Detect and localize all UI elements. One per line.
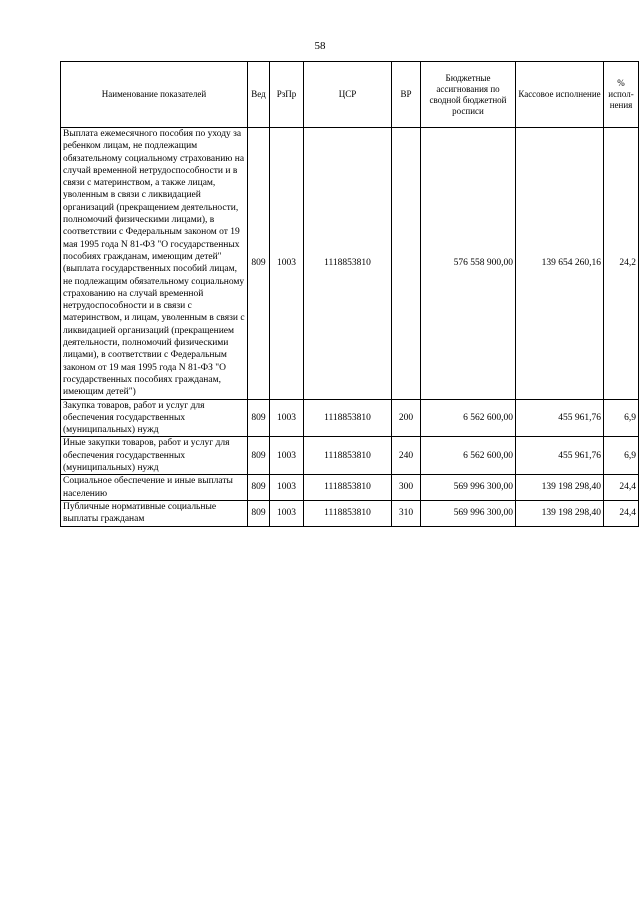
row-ved: 809 (248, 128, 270, 400)
row-percent: 24,2 (604, 128, 639, 400)
row-percent: 24,4 (604, 475, 639, 501)
row-percent: 6,9 (604, 437, 639, 475)
row-cash: 139 654 260,16 (516, 128, 604, 400)
row-rzpr: 1003 (270, 437, 304, 475)
row-csr: 1118853810 (304, 500, 392, 526)
row-percent: 24,4 (604, 500, 639, 526)
table-row (61, 475, 639, 501)
header-rzpr: РзПр (270, 62, 304, 128)
row-budget: 576 558 900,00 (421, 128, 516, 400)
budget-execution-table (60, 61, 639, 527)
row-vr: 240 (392, 437, 421, 475)
header-vr: ВР (392, 62, 421, 128)
row-name: Закупка товаров, работ и услуг для обеспечения государственных (муниципальных) нужд (61, 399, 248, 437)
header-cash: Кассовое исполнение (516, 62, 604, 128)
row-vr: 300 (392, 475, 421, 501)
header-name: Наименование показателей (61, 62, 248, 128)
row-budget: 569 996 300,00 (421, 475, 516, 501)
row-name: Публичные нормативные социальные выплаты гражданам (61, 500, 248, 526)
row-rzpr: 1003 (270, 500, 304, 526)
header-ved: Вед (248, 62, 270, 128)
row-cash: 455 961,76 (516, 437, 604, 475)
row-name: Иные закупки товаров, работ и услуг для обеспечения государственных (муниципальных) нужд (61, 437, 248, 475)
row-cash: 139 198 298,40 (516, 500, 604, 526)
table-row (61, 399, 639, 437)
row-csr: 1118853810 (304, 437, 392, 475)
row-csr: 1118853810 (304, 128, 392, 400)
row-vr: 200 (392, 399, 421, 437)
row-vr: 310 (392, 500, 421, 526)
row-ved: 809 (248, 399, 270, 437)
row-budget: 6 562 600,00 (421, 399, 516, 437)
row-ved: 809 (248, 437, 270, 475)
page-number: 58 (314, 40, 326, 52)
row-rzpr: 1003 (270, 128, 304, 400)
table-row (61, 437, 639, 475)
row-budget: 569 996 300,00 (421, 500, 516, 526)
row-cash: 139 198 298,40 (516, 475, 604, 501)
row-csr: 1118853810 (304, 475, 392, 501)
row-vr (392, 128, 421, 400)
row-csr: 1118853810 (304, 399, 392, 437)
header-percent: % испол-нения (604, 62, 639, 128)
row-ved: 809 (248, 475, 270, 501)
row-percent: 6,9 (604, 399, 639, 437)
row-cash: 455 961,76 (516, 399, 604, 437)
row-rzpr: 1003 (270, 399, 304, 437)
header-budget: Бюджетные ассигнования по сводной бюджетной росписи (421, 62, 516, 128)
header-csr: ЦСР (304, 62, 392, 128)
table-row (61, 500, 639, 526)
table-header-row (61, 62, 639, 128)
row-ved: 809 (248, 500, 270, 526)
row-budget: 6 562 600,00 (421, 437, 516, 475)
table-row (61, 128, 639, 400)
row-name: Социальное обеспечение и иные выплаты населению (61, 475, 248, 501)
row-rzpr: 1003 (270, 475, 304, 501)
row-name: Выплата ежемесячного пособия по уходу за ребенком лицам, не подлежащим обязательному социальному страхованию на случай временной нетрудоспособности и в связи с материнством, а также лицам, уволенным в связи с ликвидацией организаций (прекращением деятельности, полномочий физическими лицами), в соответствии с Федеральным законом от 19 мая 1995 года N 81-ФЗ "О государственных пособиях гражданам, имеющим детей" (выплата государственных пособий лицам, не подлежащим обязательному социальному страхованию на случай временной нетрудоспособности и в связи с материнством, и лицам, уволенным в связи с ликвидацией организаций (прекращением деятельности, полномочий физическими лицами), в соответствии с Федеральным законом от 19 мая 1995 года N 81-ФЗ "О государственных пособиях гражданам, имеющим детей") (61, 128, 248, 400)
